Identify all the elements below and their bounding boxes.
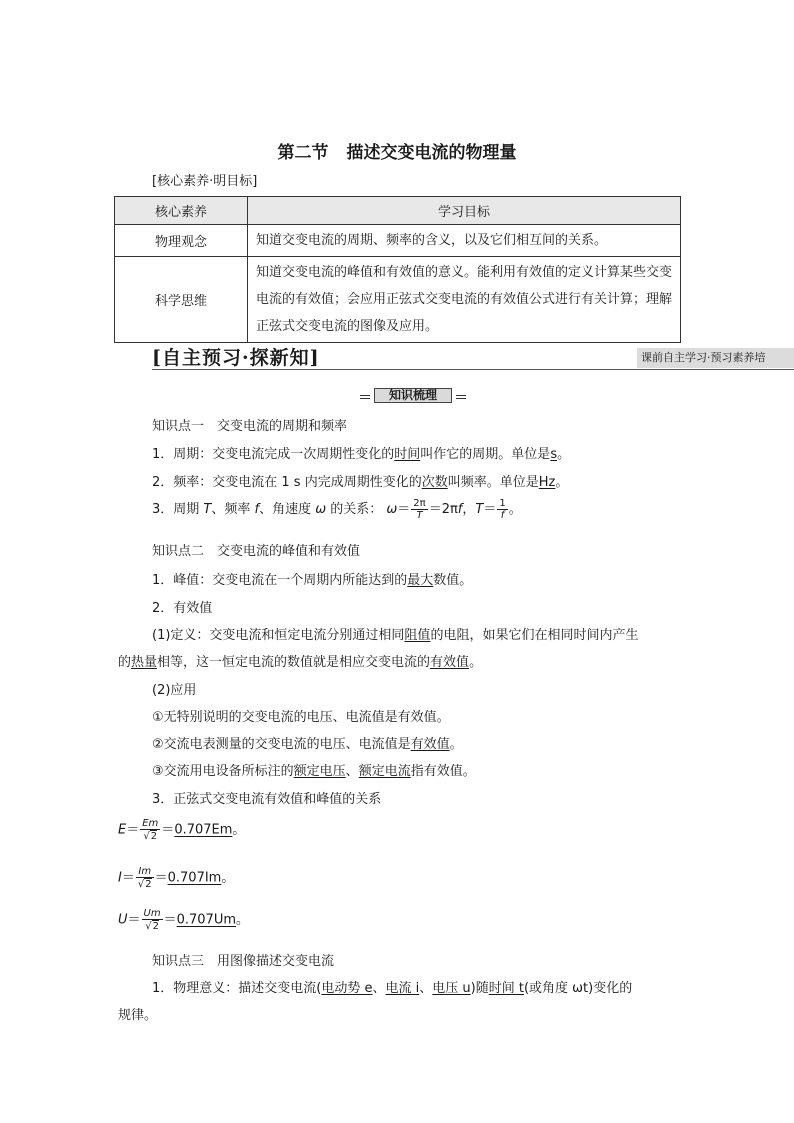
decor-bar: [360, 395, 370, 399]
knowledge-label-box: [360, 388, 466, 404]
table-header-cell: 学习目标: [248, 197, 681, 225]
kp2-app3: ③交流用电设备所标注的额定电压、额定电流指有效值。: [152, 764, 476, 779]
table-header-cell: 核心素养: [115, 197, 248, 225]
kp2-def: (1)定义：交变电流和恒定电流分别通过相同阻值的电阻，如果它们在相同时间内产生: [152, 628, 639, 643]
formula-E: E＝ $\frac{Em}{√2}$ ＝0.707Em。: [118, 818, 246, 842]
kp2-def-cont: 的热量相等，这一恒定电流的数值就是相应交变电流的有效值。: [118, 655, 483, 670]
table-header-row: [115, 197, 681, 225]
decor-bar: [456, 395, 466, 399]
table-cell-label: 物理观念: [115, 225, 248, 257]
kp2-app: (2)应用: [152, 683, 197, 698]
kp1-line3: 3．周期 T、频率 f、角速度 ω 的关系： ω＝ $\frac{2\pi}{T}$ ＝2πf，T＝ $\frac{1}{f}$ 。: [152, 498, 522, 521]
section-tag: 课前自主学习·预习素养培: [637, 348, 794, 368]
formula-U: U＝ $\frac{Um}{√2}$ ＝0.707Um。: [118, 908, 250, 932]
kp3-line1-cont: 规律。: [118, 1008, 158, 1023]
title-part1: 第二节: [277, 143, 329, 163]
kp1-line1: 1．周期：交变电流完成一次周期性变化的时间叫作它的周期。单位是s。: [152, 447, 571, 462]
section-banner: [自主预习·探新知]: [152, 347, 320, 369]
table-cell-text: 知道交变电流的峰值和有效值的意义。能利用有效值的定义计算某些交变电流的有效值；会应用正弦式交变电流的有效值公式进行有关计算；理解正弦式交变电流的图像及应用。: [248, 257, 681, 343]
table-cell-label: 科学思维: [115, 257, 248, 343]
title-part2: 描述交变电流的物理量: [346, 143, 517, 163]
kp2-line2: 2．有效值: [152, 601, 213, 616]
kp2-app1: ①无特别说明的交变电流的电压、电流值是有效值。: [152, 710, 450, 725]
banner-divider: [152, 369, 794, 370]
goals-table: [114, 196, 681, 343]
knowledge-label: 知识梳理: [374, 388, 452, 403]
core-literacy-label: [核心素养·明目标]: [152, 174, 258, 189]
kp2-line1: 1．峰值：交变电流在一个周期内所能达到的最大数值。: [152, 573, 473, 588]
formula-I: I＝ $\frac{Im}{√2}$ ＝0.707Im。: [118, 866, 235, 890]
fraction: $\frac{1}{f}$: [499, 498, 506, 521]
kp1-heading: 知识点一 交变电流的周期和频率: [152, 419, 348, 434]
page-title: [0, 138, 794, 163]
kp2-line3: 3．正弦式交变电流有效值和峰值的关系: [152, 792, 382, 807]
kp1-line2: 2．频率：交变电流在 1 s 内完成周期性变化的次数叫频率。单位是Hz。: [152, 475, 569, 490]
fraction: $\frac{2\pi}{T}$: [413, 498, 426, 521]
table-cell-text: 知道交变电流的周期、频率的含义，以及它们相互间的关系。: [248, 225, 681, 257]
kp3-line1: 1．物理意义：描述交变电流(电动势 e、电流 i、电压 u)随时间 t(或角度 ωt)变化的: [152, 981, 633, 996]
kp3-heading: 知识点三 用图像描述交变电流: [152, 954, 335, 969]
kp2-heading: 知识点二 交变电流的峰值和有效值: [152, 544, 361, 559]
table-row: [115, 225, 681, 257]
table-row: [115, 257, 681, 343]
kp2-app2: ②交流电表测量的交变电流的电压、电流值是有效值。: [152, 737, 463, 752]
